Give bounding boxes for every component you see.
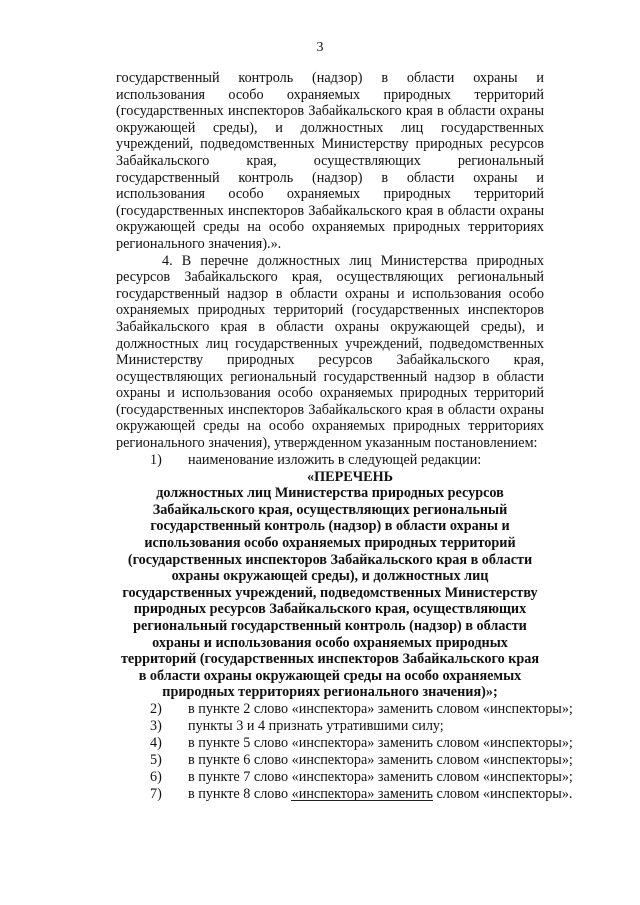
- list-title-heading: «ПЕРЕЧЕНЬ: [306, 468, 393, 485]
- list-item-number: 5): [150, 751, 162, 768]
- list-item-number: 6): [150, 768, 162, 785]
- list-title-body: должностных лиц Министерства природных ресурсов Забайкальского края, осуществляющих региональный государственный контроль (надзор) в области охраны и использования особо охраняемых природных территорий (государственных инспекторов Забайкальского края в области охраны окружающей среды), и должностных лиц государственных учреждений, подведомственных Министерству природных ресурсов Забайкальского края, осуществляющих региональный государственный контроль (надзор) в области охраны и использования особо охраняемых природных территорий (государственных инспекторов Забайкальского края в области охраны окружающей среды на особо охраняемых природных территориях регионального значения)»;: [120, 485, 540, 701]
- list-item: [116, 751, 573, 769]
- list-item-number: 2): [150, 700, 162, 717]
- list-item-number: 7): [150, 785, 162, 802]
- list-item-text: в пункте 7 слово «инспектора» заменить словом «инспекторы»;: [188, 768, 573, 785]
- list-item-text: в пункте 8 слово «инспектора» заменить словом «инспекторы».: [188, 785, 573, 802]
- list-item-number: 1): [150, 451, 162, 468]
- document-body: [116, 70, 573, 803]
- list-item-text: наименование изложить в следующей редакции:: [188, 451, 482, 468]
- page-number: 3: [316, 40, 324, 55]
- list-item-text: в пункте 2 слово «инспектора» заменить словом «инспекторы»;: [188, 700, 573, 717]
- list-item: [116, 700, 573, 718]
- list-item: [116, 768, 573, 786]
- list-item-number: 3): [150, 717, 162, 734]
- list-item-number: 4): [150, 734, 162, 751]
- list-item: [116, 718, 544, 735]
- end-divider-line: [291, 800, 433, 801]
- paragraph-continuation: государственный контроль (надзор) в области охраны и использования особо охраняемых природных территорий (государственных инспекторов Забайкальского края в области охраны окружающей среды), и должностных лиц государственных учреждений, подведомственных Министерству природных ресурсов Забайкальского края, осуществляющих региональный государственный контроль (надзор) в области охраны и использования особо охраняемых природных территорий (государственных инспекторов Забайкальского края в области охраны окружающей среды на особо охраняемых природных территориях регионального значения).».: [116, 70, 544, 252]
- list-item-text: в пункте 5 слово «инспектора» заменить словом «инспекторы»;: [188, 734, 573, 751]
- list-item: [116, 452, 544, 469]
- list-item-text: в пункте 6 слово «инспектора» заменить словом «инспекторы»;: [188, 751, 573, 768]
- list-item-text: пункты 3 и 4 признать утратившими силу;: [188, 717, 444, 734]
- amendment-list: [116, 700, 573, 803]
- list-item: [116, 734, 573, 752]
- paragraph-item-4: 4. В перечне должностных лиц Министерства природных ресурсов Забайкальского края, осуществляющих региональный государственный надзор в области охраны и использования особо охраняемых природных территорий (государственных инспекторов Забайкальского края в области охраны окружающей среды), и должностных лиц государственных учреждений, подведомственных Министерству природных ресурсов Забайкальского края, осуществляющих региональный государственный надзор в области охраны и использования особо охраняемых природных территорий (государственных инспекторов Забайкальского края в области охраны окружающей среды на особо охраняемых природных территориях регионального значения), утвержденном указанным постановлением:: [116, 252, 544, 452]
